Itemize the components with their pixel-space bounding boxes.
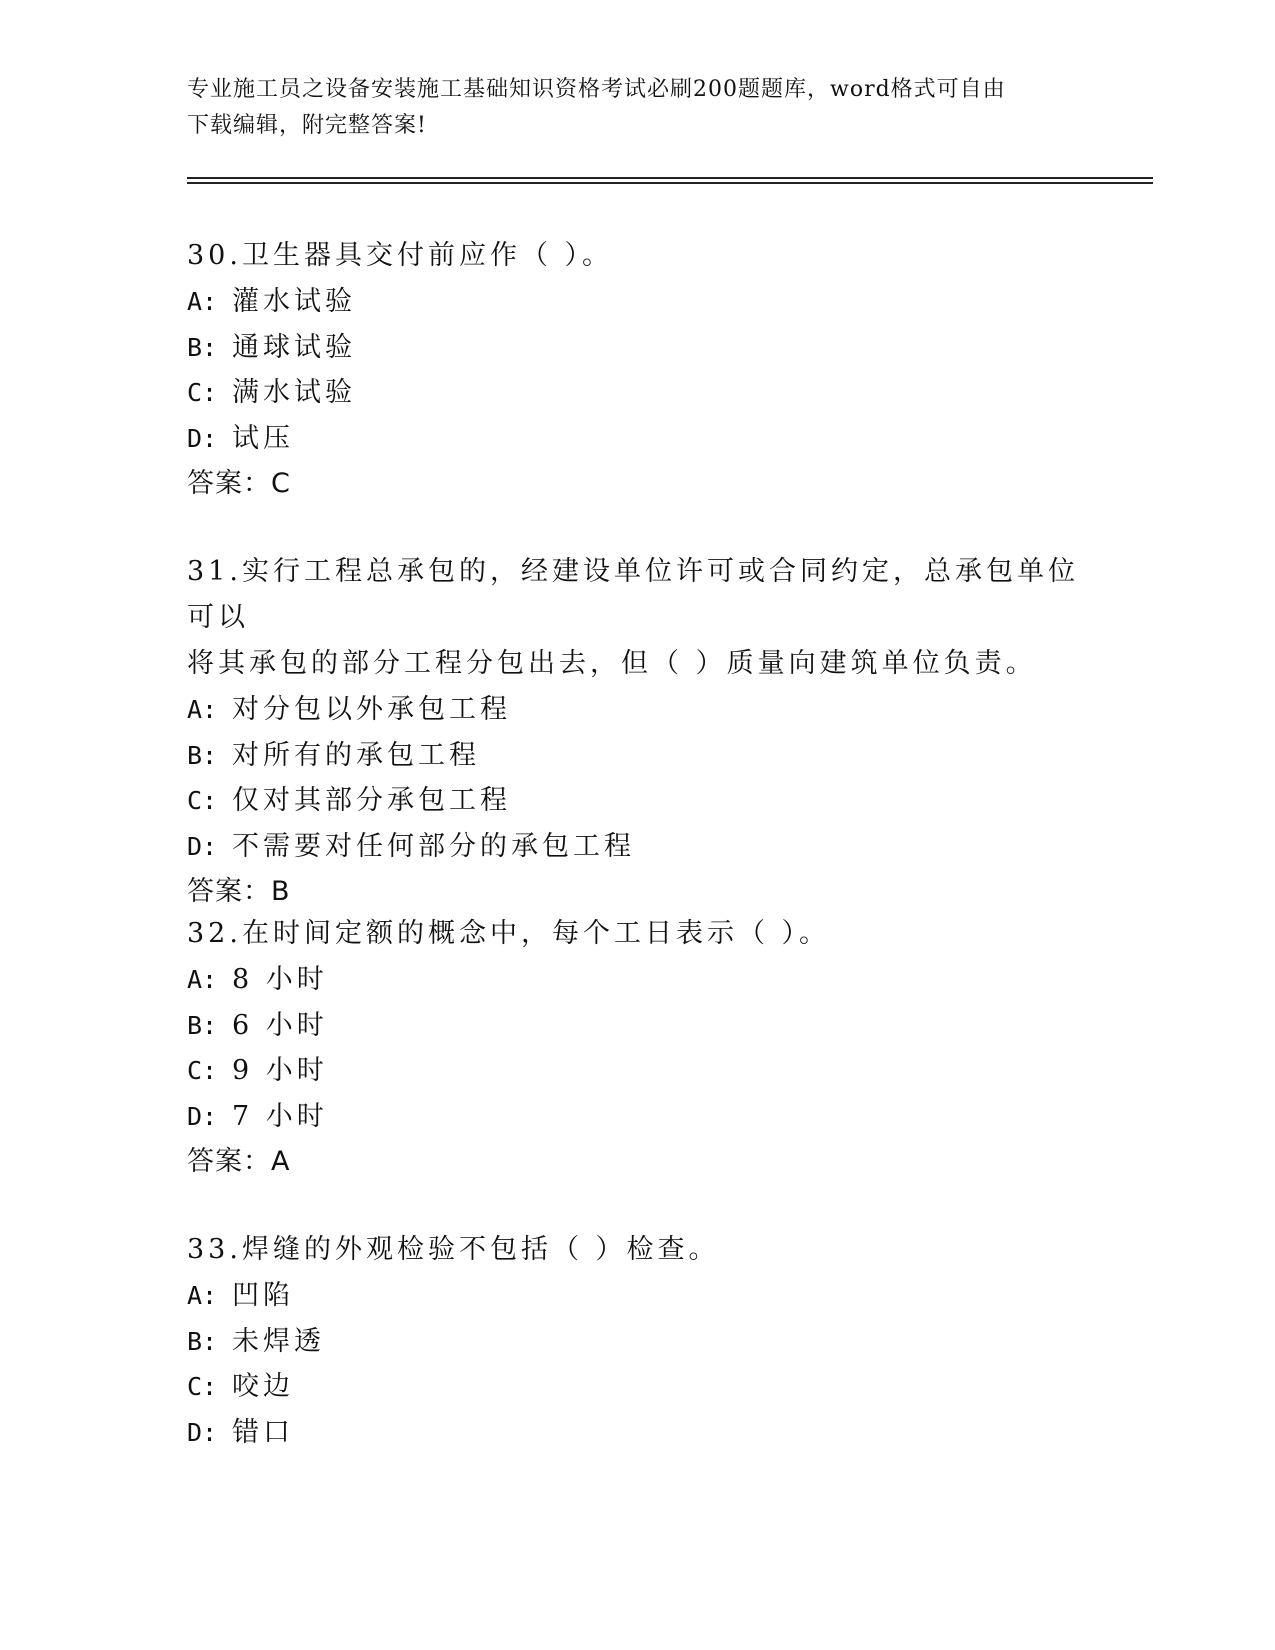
option-b: [187, 325, 1087, 371]
answer-line: 答案：A: [187, 1146, 291, 1177]
option-text: 9 小时: [232, 1055, 328, 1086]
option-d: [187, 1410, 1087, 1456]
option-text: 满水试验: [232, 377, 356, 408]
option-key: D:: [187, 1417, 218, 1447]
option-c: [187, 1364, 1087, 1410]
option-key: C:: [187, 378, 218, 407]
option-text: 8 小时: [232, 964, 328, 995]
option-c: [187, 370, 1087, 416]
header-divider-top: [187, 177, 1153, 179]
option-a: [187, 279, 1087, 325]
option-text: 通球试验: [232, 331, 356, 363]
option-d: [187, 1094, 1087, 1140]
document-header: [187, 72, 1067, 144]
option-text: 试压: [232, 422, 294, 454]
question-text-line-1: 31.实行工程总承包的，经建设单位许可或合同约定，总承包单位可以: [187, 556, 1079, 633]
option-c: [187, 778, 1087, 824]
option-key: A:: [187, 287, 218, 316]
option-key: A:: [187, 1281, 218, 1310]
option-a: [187, 687, 1087, 733]
header-line-2: 下载编辑，附完整答案!: [187, 113, 427, 138]
option-d: [187, 824, 1087, 870]
option-d: [187, 416, 1087, 462]
option-a: [187, 957, 1087, 1003]
option-b: [187, 1319, 1087, 1365]
question-30: [187, 233, 1087, 507]
option-key: D:: [187, 831, 218, 861]
option-key: B:: [187, 1010, 218, 1040]
option-text: 7 小时: [232, 1100, 328, 1132]
option-key: B:: [187, 332, 218, 362]
option-text: 仅对其部分承包工程: [232, 785, 511, 816]
option-key: B:: [187, 1326, 218, 1356]
option-key: C:: [187, 1056, 218, 1085]
option-c: [187, 1048, 1087, 1094]
option-text: 错口: [232, 1416, 294, 1448]
header-line-1: 专业施工员之设备安装施工基础知识资格考试必刷200题题库，word格式可自由: [187, 77, 1006, 102]
option-text: 凹陷: [232, 1280, 294, 1311]
option-key: A:: [187, 965, 218, 994]
option-key: D:: [187, 1101, 218, 1131]
option-key: B:: [187, 740, 218, 770]
question-32: [187, 911, 1087, 1185]
answer-line: 答案：C: [187, 468, 291, 499]
option-text: 灌水试验: [232, 286, 356, 317]
question-text: 30.卫生器具交付前应作（ ）。: [187, 240, 614, 271]
option-key: A:: [187, 695, 218, 724]
question-text-line-2: 将其承包的部分工程分包出去，但（ ）质量向建筑单位负责。: [187, 648, 1037, 679]
answer-line: 答案：B: [187, 876, 291, 907]
option-text: 不需要对任何部分的承包工程: [232, 830, 635, 862]
question-text: 32.在时间定额的概念中，每个工日表示（ ）。: [187, 918, 831, 949]
option-text: 对分包以外承包工程: [232, 694, 511, 725]
option-text: 咬边: [232, 1371, 294, 1402]
question-31: [187, 549, 1087, 915]
header-divider-bottom: [187, 182, 1153, 184]
option-text: 未焊透: [232, 1325, 325, 1357]
option-b: [187, 733, 1087, 779]
option-b: [187, 1003, 1087, 1049]
option-key: D:: [187, 423, 218, 453]
question-text: 33.焊缝的外观检验不包括（ ）检查。: [187, 1234, 720, 1265]
question-33: [187, 1227, 1087, 1455]
option-a: [187, 1273, 1087, 1319]
option-key: C:: [187, 1372, 218, 1401]
option-key: C:: [187, 786, 218, 815]
option-text: 对所有的承包工程: [232, 739, 480, 771]
option-text: 6 小时: [232, 1009, 328, 1041]
